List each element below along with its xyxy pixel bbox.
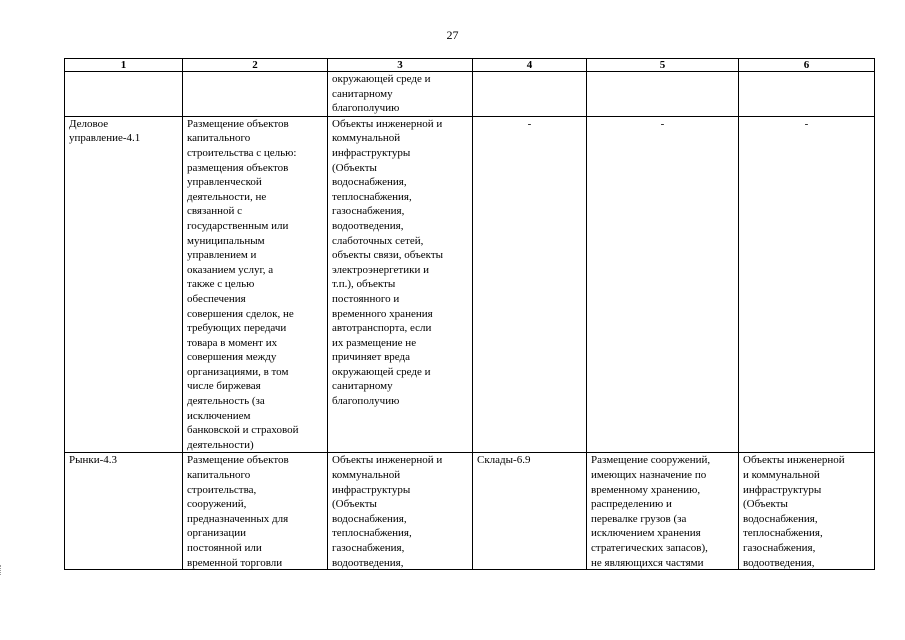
column-header: 3 bbox=[328, 59, 473, 72]
scan-margin-mark bbox=[0, 565, 5, 575]
table-cell bbox=[739, 72, 875, 117]
column-header: 1 bbox=[65, 59, 183, 72]
table-header-row bbox=[65, 59, 875, 72]
table-row-business-management bbox=[65, 116, 875, 453]
conditional-auxiliary-cell: - bbox=[739, 116, 875, 453]
table-row-markets bbox=[65, 453, 875, 570]
cell-text: Размещение сооружений, имеющих назначение по временному хранению, распределению и перевалке грузов (за исключением хранения стратегических запасов), не являющихся частями bbox=[591, 454, 711, 569]
cell-text: Склады-6.9 bbox=[477, 454, 531, 467]
column-header: 5 bbox=[587, 59, 739, 72]
use-type-cell: Деловое управление-4.1 bbox=[65, 116, 183, 453]
conditional-auxiliary-cell bbox=[739, 453, 875, 570]
table-cell bbox=[183, 72, 328, 117]
conditional-use-cell: - bbox=[473, 116, 587, 453]
auxiliary-use-cell: Объекты инженерной и коммунальной инфраструктуры (Объекты водоснабжения, теплоснабжения, газоснабжения, водоотведения, слаботочных сетей, объекты связи, объекты электроэнергетики и т.п.), объекты постоянного и временного хранения автотранспорта, если их размещение не причиняет вреда окружающей среде и санитарному благополучию bbox=[328, 116, 473, 453]
use-type-cell bbox=[65, 453, 183, 570]
conditional-use-cell bbox=[473, 453, 587, 570]
use-description-cell: Размещение объектов капитального строительства с целью: размещения объектов управленческой деятельности, не связанной с государственным или муниципальным управлением и оказанием услуг, а также с целью обеспечения совершения сделок, не требующих передачи товара в момент их совершения между организациями, в том числе биржевая деятельность (за исключением банковской и страховой деятельности) bbox=[183, 116, 328, 453]
conditional-description-cell: - bbox=[587, 116, 739, 453]
auxiliary-use-cell bbox=[328, 453, 473, 570]
table-cell bbox=[587, 72, 739, 117]
cell-text: Объекты инженерной и коммунальной инфраструктуры (Объекты водоснабжения, теплоснабжения, газоснабжения, водоотведения, bbox=[743, 454, 845, 569]
table-cell bbox=[473, 72, 587, 117]
use-description-cell bbox=[183, 453, 328, 570]
column-header: 2 bbox=[183, 59, 328, 72]
cell-text: Объекты инженерной и коммунальной инфраструктуры (Объекты водоснабжения, теплоснабжения, газоснабжения, водоотведения, bbox=[332, 454, 443, 569]
column-header: 4 bbox=[473, 59, 587, 72]
table-row-continuation bbox=[65, 72, 875, 117]
conditional-description-cell bbox=[587, 453, 739, 570]
cell-text: Размещение объектов капитального строительства, сооружений, предназначенных для организации постоянной или временной торговли bbox=[187, 454, 289, 569]
zoning-table bbox=[64, 58, 875, 570]
cell-text: Рынки-4.3 bbox=[69, 454, 118, 467]
table-cell: окружающей среде и санитарному благополучию bbox=[328, 72, 473, 117]
page-number: 27 bbox=[446, 28, 459, 42]
column-header: 6 bbox=[739, 59, 875, 72]
table-cell bbox=[65, 72, 183, 117]
